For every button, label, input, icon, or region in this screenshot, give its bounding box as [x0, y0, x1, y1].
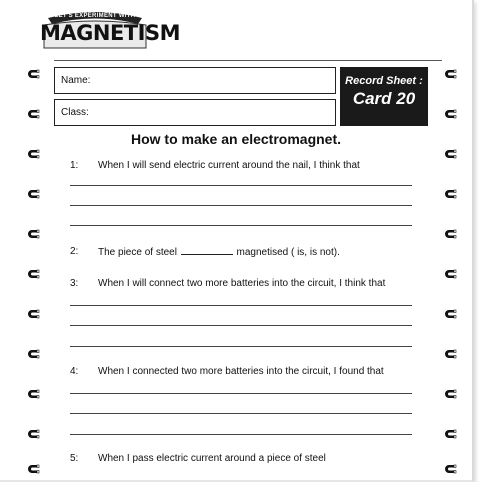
question-text-before: The piece of steel [98, 247, 177, 258]
name-label: Name: [61, 75, 91, 86]
horseshoe-magnet-icon [26, 427, 40, 441]
horseshoe-magnet-icon [26, 147, 40, 161]
question-text-after: magnetised ( is, is not). [236, 247, 340, 258]
horseshoe-magnet-icon [443, 107, 457, 121]
answer-line[interactable] [70, 185, 412, 186]
record-sheet-badge [340, 67, 428, 126]
question-text: When I pass electric current around a piece of steel [98, 453, 326, 464]
question-text: When I will connect two more batteries into the circuit, I think that [98, 278, 386, 289]
answer-line[interactable] [70, 434, 412, 435]
horseshoe-magnet-icon [443, 67, 457, 81]
horseshoe-magnet-icon [26, 67, 40, 81]
horseshoe-magnet-icon [443, 307, 457, 321]
horseshoe-magnet-icon [26, 462, 40, 476]
answer-line[interactable] [70, 393, 412, 394]
question-number: 4: [70, 366, 79, 377]
horseshoe-magnet-icon [443, 462, 457, 476]
page-title: How to make an electromagnet. [130, 131, 342, 147]
horseshoe-magnet-icon [443, 267, 457, 281]
horseshoe-magnet-icon [443, 387, 457, 401]
question-text: When I will send electric current around the nail, I think that [98, 160, 360, 171]
answer-line[interactable] [70, 325, 412, 326]
class-field[interactable] [54, 99, 336, 126]
question-text [98, 246, 340, 258]
answer-line[interactable] [70, 346, 412, 347]
horseshoe-magnet-icon [26, 387, 40, 401]
horseshoe-magnet-icon [443, 347, 457, 361]
horseshoe-magnet-icon [443, 427, 457, 441]
logo-title: MAGNETISM [40, 21, 180, 45]
record-sheet-label: Record Sheet : [345, 75, 423, 87]
header-divider [54, 60, 442, 61]
horseshoe-magnet-icon [26, 107, 40, 121]
magnetism-logo [40, 6, 180, 54]
horseshoe-magnet-icon [443, 227, 457, 241]
horseshoe-magnet-icon [26, 347, 40, 361]
fill-in-blank[interactable] [181, 246, 233, 255]
answer-line[interactable] [70, 305, 412, 306]
horseshoe-magnet-icon [26, 187, 40, 201]
answer-line[interactable] [70, 225, 412, 226]
horseshoe-magnet-icon [26, 307, 40, 321]
horseshoe-magnet-icon [443, 187, 457, 201]
horseshoe-magnet-icon [443, 147, 457, 161]
horseshoe-magnet-icon [26, 227, 40, 241]
question-number: 3: [70, 278, 79, 289]
horseshoe-magnet-icon [26, 267, 40, 281]
name-field[interactable] [54, 67, 336, 94]
question-number: 1: [70, 160, 79, 171]
question-text: When I connected two more batteries into the circuit, I found that [98, 366, 384, 377]
question-number: 5: [70, 453, 79, 464]
answer-line[interactable] [70, 205, 412, 206]
answer-line[interactable] [70, 413, 412, 414]
card-number: Card 20 [352, 89, 416, 108]
logo-banner-text: LET'S EXPERIMENT WITH [54, 13, 136, 19]
class-label: Class: [61, 107, 89, 118]
question-number: 2: [70, 246, 79, 257]
